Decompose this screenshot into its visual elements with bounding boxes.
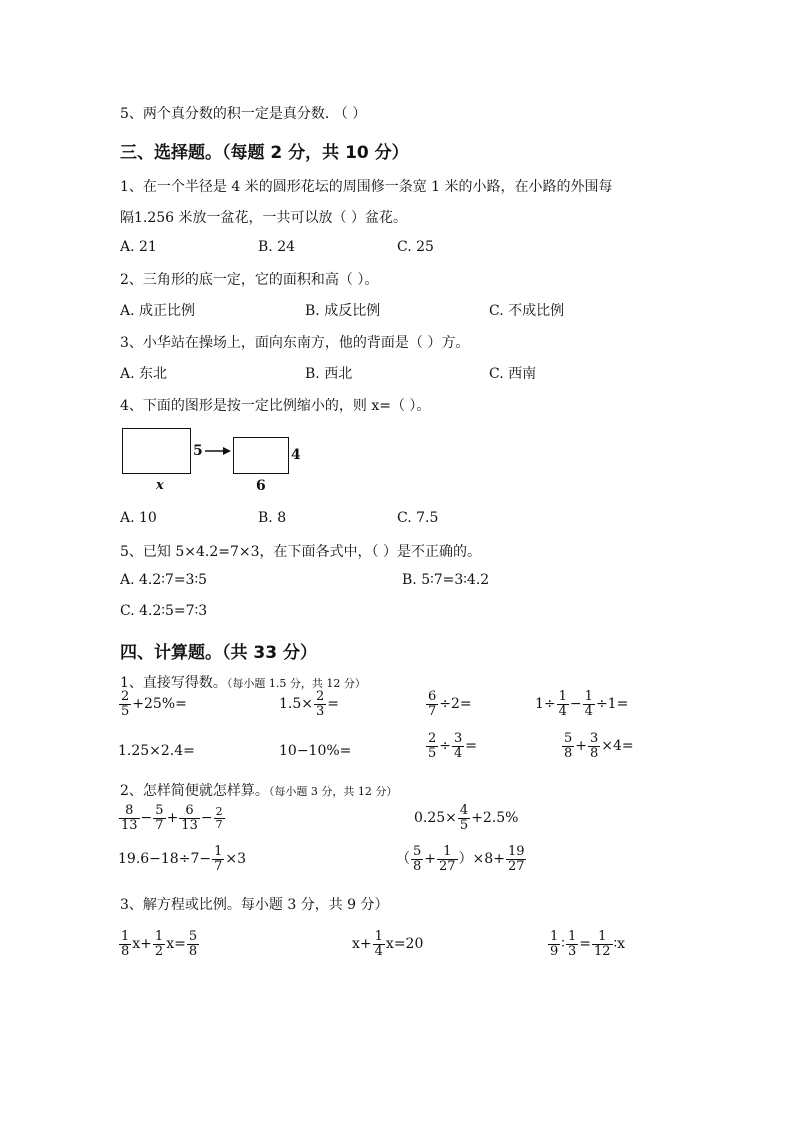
expr-text: 19.6−18÷7−	[118, 851, 212, 868]
frac-num: 6	[428, 689, 437, 704]
simplify-d	[396, 845, 527, 873]
original-rectangle-width-label: x	[156, 478, 164, 493]
calc-part-1-title	[120, 672, 366, 692]
equation-b	[352, 930, 423, 958]
frac-den: 4	[374, 943, 383, 959]
q5-option-a[interactable]: A. 4.2∶7=3∶5	[120, 572, 208, 588]
frac-num: 5	[155, 803, 164, 818]
frac-num: 2	[316, 689, 325, 704]
frac-num: 1	[214, 844, 223, 859]
frac-num: 6	[179, 804, 200, 819]
original-rectangle	[122, 428, 191, 474]
q4-option-b[interactable]: B. 8	[258, 510, 287, 526]
frac-num: 5	[564, 731, 573, 746]
frac-den: 2	[154, 943, 164, 959]
expr-text: ÷2=	[439, 696, 472, 713]
frac-den: 13	[181, 817, 198, 833]
frac-den: 4	[584, 703, 593, 719]
calc-part-2-label: 2、怎样简便就怎样算。	[120, 783, 269, 799]
frac-num: 8	[119, 804, 140, 819]
frac-den: 12	[593, 943, 611, 959]
frac-num: 2	[121, 689, 130, 704]
frac-num: 5	[413, 844, 422, 859]
frac-den: 27	[439, 858, 456, 874]
mental-math-d	[535, 690, 628, 718]
frac-den: 8	[590, 745, 599, 761]
reduced-rectangle	[233, 437, 289, 474]
calc-part-2-title	[120, 780, 397, 800]
frac-num: 1	[374, 929, 383, 944]
q3-option-a[interactable]: A. 东北	[120, 366, 168, 382]
frac-den: 7	[214, 858, 223, 874]
frac-den: 8	[564, 745, 573, 761]
scale-arrow	[205, 446, 231, 456]
section-3-title: 三、选择题。（每题 2 分，共 10 分）	[120, 143, 409, 163]
frac-num: 1	[550, 929, 559, 944]
expr-text: x+	[352, 936, 372, 953]
frac-num: 5	[188, 929, 198, 944]
frac-den: 13	[121, 817, 138, 833]
frac-num: 3	[590, 731, 599, 746]
original-rectangle-height-label: 5	[193, 443, 203, 459]
q2-option-c[interactable]: C. 不成比例	[489, 303, 565, 319]
mental-math-f: 10−10%=	[279, 743, 352, 759]
mental-math-b	[279, 690, 339, 718]
expr-text: +25%=	[132, 696, 187, 713]
q4-option-a[interactable]: A. 10	[120, 510, 157, 526]
choice-question-4: 4、下面的图形是按一定比例缩小的，则 x=（ ）。	[120, 398, 431, 414]
frac-den: 27	[507, 858, 525, 874]
mental-math-c	[425, 690, 472, 718]
q3-option-c[interactable]: C. 西南	[489, 366, 537, 382]
calc-part-1-label: 1、直接写得数。	[120, 675, 227, 691]
simplify-a	[118, 804, 226, 832]
frac-den: 4	[558, 703, 567, 719]
frac-den: 4	[454, 745, 463, 761]
frac-den: 7	[428, 703, 437, 719]
frac-den: 5	[428, 745, 437, 761]
expr-text: −	[200, 810, 213, 827]
expr-text: （	[396, 851, 410, 868]
expr-text: 1.5×	[279, 696, 313, 713]
reduced-rectangle-height-label: 4	[291, 447, 301, 463]
equation-a	[118, 930, 200, 958]
q2-option-a[interactable]: A. 成正比例	[120, 303, 196, 319]
frac-num: 1	[592, 930, 613, 945]
frac-num: 2	[428, 731, 437, 746]
expr-text: +	[166, 810, 179, 827]
frac-den: 9	[550, 943, 559, 959]
reduced-rectangle-width-label: 6	[256, 478, 266, 494]
frac-num: 19	[507, 844, 525, 859]
frac-num: 2	[215, 805, 223, 819]
choice-question-1-line-2: 隔1.256 米放一盆花，一共可以放（ ）盆花。	[120, 210, 407, 226]
expr-text: =	[327, 696, 340, 713]
expr-text: +	[575, 738, 588, 755]
q4-option-c[interactable]: C. 7.5	[397, 510, 439, 526]
expr-text: ×3	[225, 851, 247, 868]
frac-den: 3	[316, 703, 325, 719]
calc-part-1-note: （每小题 1.5 分，共 12 分）	[226, 677, 366, 690]
frac-den: 7	[215, 817, 223, 831]
judgement-question-5: 5、两个真分数的积一定是真分数. （ ）	[120, 106, 367, 122]
q3-option-b[interactable]: B. 西北	[305, 366, 353, 382]
expr-text: ×4=	[601, 738, 634, 755]
expr-text: ∶	[561, 936, 565, 953]
frac-den: 5	[121, 703, 130, 719]
expr-text: =	[465, 738, 478, 755]
frac-num: 1	[567, 929, 577, 944]
frac-num: 4	[459, 803, 469, 818]
mental-math-e: 1.25×2.4=	[118, 743, 195, 759]
frac-num: 3	[454, 731, 463, 746]
expr-text: x+	[132, 936, 152, 953]
calc-part-2-note: （每小题 3 分，共 12 分）	[268, 785, 398, 798]
frac-den: 5	[459, 817, 469, 833]
q2-option-b[interactable]: B. 成反比例	[305, 303, 381, 319]
q1-option-c[interactable]: C. 25	[397, 239, 434, 255]
frac-num: 1	[437, 845, 458, 860]
expr-text: +	[424, 851, 437, 868]
frac-num: 1	[121, 929, 130, 944]
expr-text: ∶x	[613, 936, 626, 953]
expr-text: +2.5%	[471, 810, 519, 827]
choice-question-1-line-1: 1、在一个半径是 4 米的圆形花坛的周围修一条宽 1 米的小路，在小路的外围每	[120, 179, 613, 195]
simplify-b	[414, 804, 519, 832]
section-4-title: 四、计算题。（共 33 分）	[120, 643, 317, 663]
q5-option-b[interactable]: B. 5∶7=3∶4.2	[402, 572, 490, 588]
q1-option-a[interactable]: A. 21	[120, 239, 157, 255]
expr-text: =	[579, 936, 591, 953]
expr-text: x=20	[385, 936, 424, 953]
expr-text: ÷1=	[595, 696, 629, 713]
frac-den: 8	[121, 943, 130, 959]
mental-math-g	[425, 732, 477, 760]
expr-text: −	[140, 810, 153, 827]
q5-option-c[interactable]: C. 4.2∶5=7∶3	[120, 603, 208, 619]
frac-den: 3	[567, 943, 577, 959]
expr-text: 0.25×	[414, 810, 457, 827]
frac-den: 7	[155, 817, 164, 833]
expr-text: ÷	[439, 738, 452, 755]
choice-question-5: 5、已知 5×4.2=7×3，在下面各式中，（ ）是不正确的。	[120, 544, 481, 560]
frac-num: 1	[154, 929, 164, 944]
q1-option-b[interactable]: B. 24	[258, 239, 296, 255]
frac-den: 8	[413, 858, 422, 874]
frac-num: 1	[558, 689, 567, 704]
mental-math-a	[118, 690, 187, 718]
expr-text: x=	[166, 936, 186, 953]
frac-num: 1	[584, 689, 593, 704]
calc-part-3-title: 3、解方程或比例。每小题 3 分，共 9 分）	[120, 897, 389, 913]
expr-text: 1÷	[535, 696, 556, 713]
choice-question-3: 3、小华站在操场上，面向东南方，他的背面是（ ）方。	[120, 335, 470, 351]
choice-question-2: 2、三角形的底一定，它的面积和高（ ）。	[120, 272, 379, 288]
expr-text: ）×8+	[458, 851, 505, 868]
simplify-c	[118, 845, 246, 873]
proportion-c	[547, 930, 625, 958]
mental-math-h	[561, 732, 634, 760]
expr-text: −	[569, 696, 582, 713]
frac-den: 8	[188, 943, 198, 959]
